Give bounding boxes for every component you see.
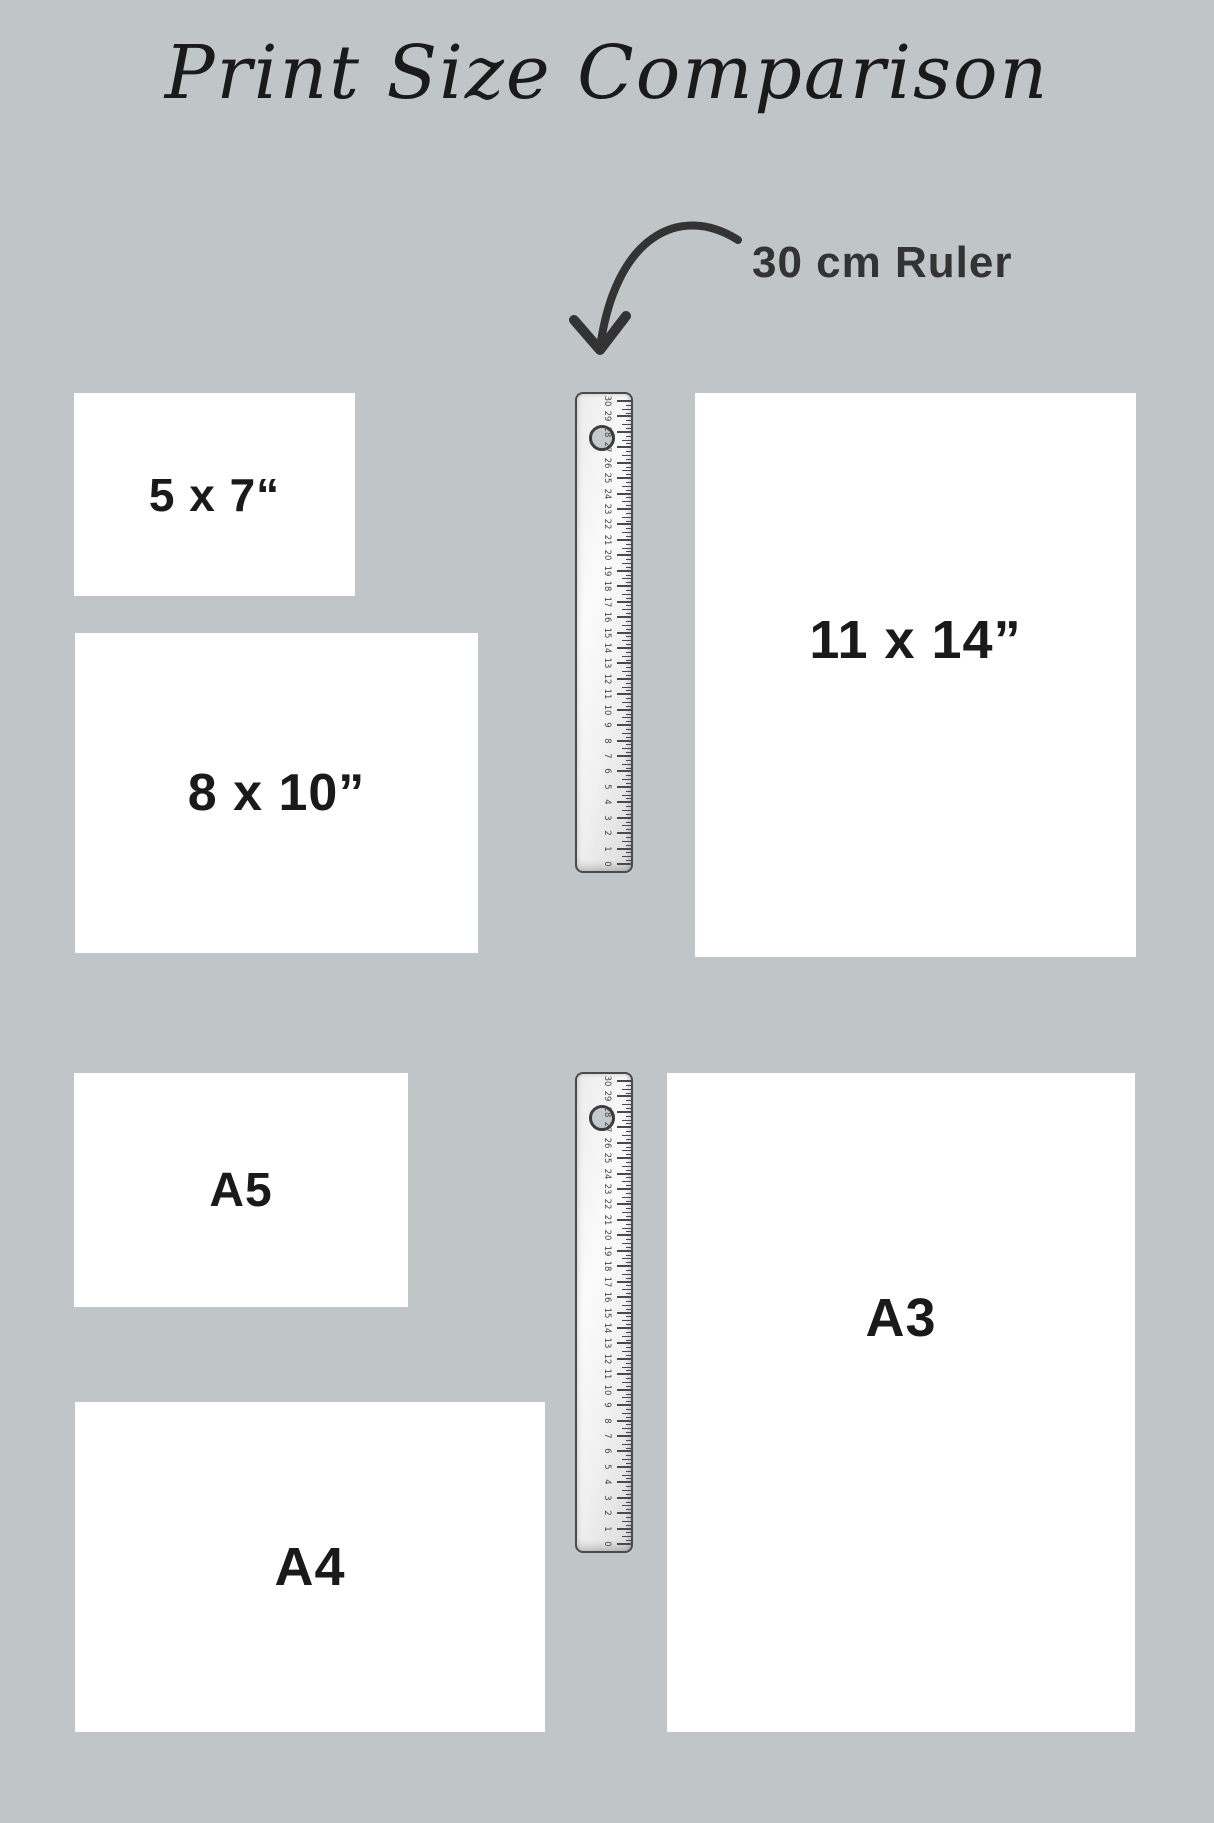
print-rect-8x10 bbox=[75, 633, 478, 953]
ruler-ticks: 0 1 2 3 4 5 6 7 8 9 10 11 12 13 14 15 16 17 18 19 20 21 22 23 24 25 26 27 28 29 30 bbox=[577, 394, 631, 871]
print-label-a5: A5 bbox=[209, 1163, 273, 1217]
ruler-top bbox=[575, 392, 633, 873]
curved-arrow-icon bbox=[560, 198, 760, 373]
print-rect-a3 bbox=[667, 1073, 1135, 1732]
print-label-a4: A4 bbox=[274, 1537, 346, 1597]
print-rect-11x14 bbox=[695, 393, 1136, 957]
ruler-bottom bbox=[575, 1072, 633, 1553]
print-label-5x7: 5 x 7“ bbox=[148, 468, 281, 521]
print-rect-5x7 bbox=[74, 393, 355, 596]
print-label-a3: A3 bbox=[865, 1287, 937, 1348]
print-label-8x10: 8 x 10” bbox=[187, 764, 366, 822]
print-rect-a5 bbox=[74, 1073, 408, 1307]
ruler-annotation-label: 30 cm Ruler bbox=[752, 238, 1013, 287]
print-label-11x14: 11 x 14” bbox=[809, 610, 1022, 670]
print-rect-a4 bbox=[75, 1402, 545, 1732]
page-title: Print Size Comparison bbox=[164, 30, 1050, 116]
ruler-ticks: 0 1 2 3 4 5 6 7 8 9 10 11 12 13 14 15 16 17 18 19 20 21 22 23 24 25 26 27 28 29 30 bbox=[577, 1074, 631, 1551]
